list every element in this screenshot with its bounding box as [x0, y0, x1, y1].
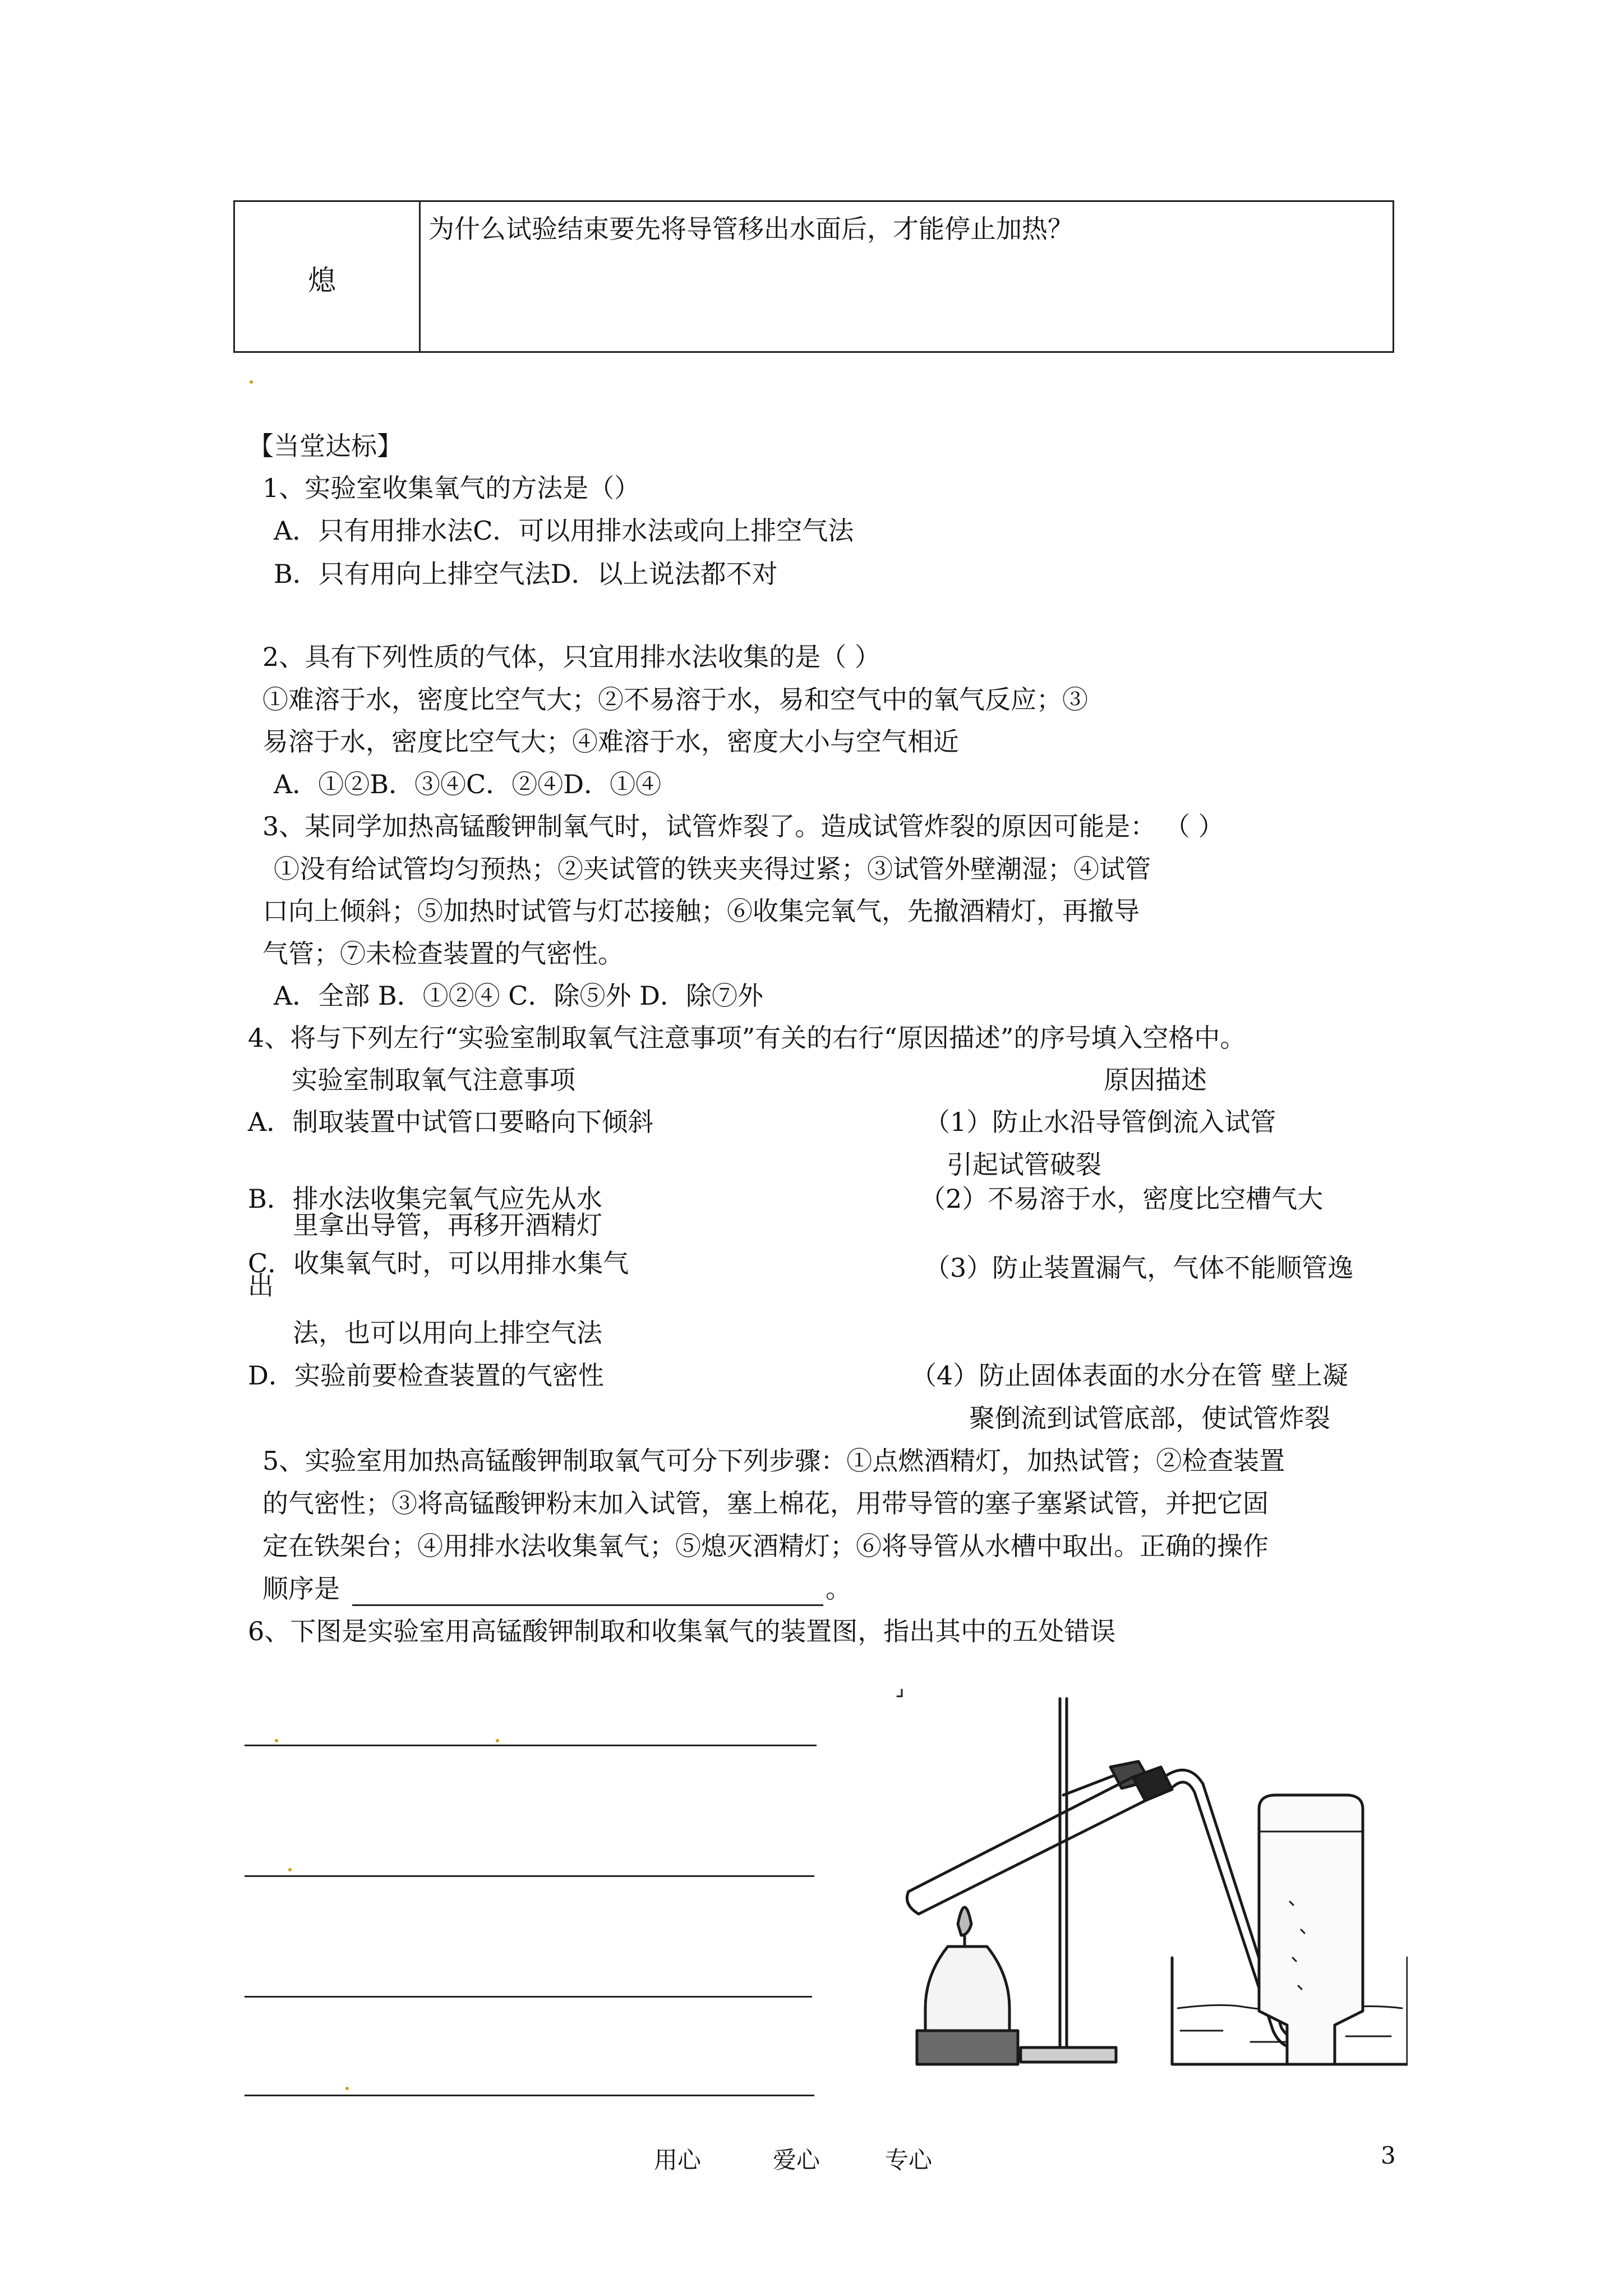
q1-options-line2: B．只有用向上排空气法D．以上说法都不对	[274, 559, 778, 589]
q5-line1: 5、实验室用加热高锰酸钾制取氧气可分下列步骤：①点燃酒精灯，加热试管；②检查装置	[262, 1446, 1285, 1476]
section-title: 【当堂达标】	[248, 431, 403, 461]
q4-item-b1: B．排水法收集完氧气应先从水	[248, 1184, 602, 1214]
q3-line2: 口向上倾斜；⑤加热时试管与灯芯接触；⑥收集完氧气，先撤酒精灯，再撤导	[262, 896, 1140, 926]
table-question: 为什么试验结束要先将导管移出水面后，才能停止加热？	[428, 214, 1073, 244]
stray-dot	[496, 1739, 499, 1742]
q4-left-header: 实验室制取氧气注意事项	[292, 1065, 575, 1095]
q4-reason-4b: 聚倒流到试管底部，使试管炸裂	[969, 1403, 1330, 1433]
footer-motto-1: 用心	[654, 2146, 702, 2174]
q3-options: A．全部 B．①②④ C．除⑤外 D．除⑦外	[274, 981, 763, 1011]
q4-reason-1b: 引起试管破裂	[947, 1149, 1101, 1180]
q2-line2: 易溶于水，密度比空气大；④难溶于水，密度大小与空气相近	[262, 726, 959, 757]
top-table	[233, 200, 1394, 353]
q4-item-c1: C．收集氧气时，可以用排水集气	[248, 1248, 629, 1278]
page-number: 3	[1381, 2142, 1396, 2169]
q4-item-a: A．制取装置中试管口要略向下倾斜	[248, 1107, 654, 1137]
q3-line1: ①没有给试管均匀预热；②夹试管的铁夹夹得过紧；③试管外壁潮湿；④试管	[274, 854, 1151, 884]
q4-reason-1a: （1）防止水沿导管倒流入试管	[924, 1107, 1276, 1137]
table-divider	[419, 202, 421, 351]
q4-reason-3: （3）防止装置漏气，气体不能顺管逸	[924, 1253, 1354, 1283]
stray-dot	[275, 1739, 278, 1742]
q4-reason-2: （2）不易溶于水，密度比空槽气大	[920, 1184, 1324, 1214]
q5-line4-prefix: 顺序是	[262, 1573, 340, 1604]
stray-dot	[288, 1868, 292, 1871]
q6-answer-line-3[interactable]	[245, 1996, 812, 1998]
q4-item-c2: 法，也可以用向上排空气法	[293, 1318, 602, 1348]
q5-line2: 的气密性；③将高锰酸钾粉末加入试管，塞上棉花，用带导管的塞子塞紧试管，并把它固	[262, 1488, 1269, 1519]
q2-stem: 2、具有下列性质的气体，只宜用排水法收集的是（ ）	[262, 642, 880, 672]
stray-dot	[345, 2087, 349, 2090]
table-label: 熄	[308, 264, 336, 297]
oxygen-apparatus-illustration	[886, 1683, 1408, 2076]
q6-answer-line-4[interactable]	[245, 2095, 814, 2096]
q2-options: A．①②B．③④C．②④D．①④	[274, 769, 662, 799]
q4-item-c-wrap: 出	[248, 1271, 274, 1301]
q6-answer-line-1[interactable]	[245, 1745, 817, 1746]
footer-motto-2: 爱心	[773, 2146, 820, 2174]
q3-stem: 3、某同学加热高锰酸钾制氧气时，试管炸裂了。造成试管炸裂的原因可能是： （ ）	[262, 811, 1224, 841]
q2-line1: ①难溶于水，密度比空气大；②不易溶于水，易和空气中的氧气反应；③	[262, 684, 1088, 715]
q4-right-header: 原因描述	[1104, 1065, 1207, 1095]
footer-motto-3: 专心	[885, 2146, 933, 2174]
q5-answer-blank[interactable]	[352, 1604, 823, 1606]
q5-line3: 定在铁架台；④用排水法收集氧气；⑤熄灭酒精灯；⑥将导管从水槽中取出。正确的操作	[262, 1531, 1269, 1561]
q1-stem: 1、实验室收集氧气的方法是（）	[262, 473, 640, 503]
q4-stem: 4、将与下列左行“实验室制取氧气注意事项”有关的右行“原因描述”的序号填入空格中。	[248, 1023, 1246, 1053]
q6-answer-line-2[interactable]	[245, 1875, 814, 1877]
q6-stem: 6、下图是实验室用高锰酸钾制取和收集氧气的装置图，指出其中的五处错误	[248, 1616, 1116, 1646]
q4-reason-4a: （4）防止固体表面的水分在管 壁上凝	[911, 1360, 1348, 1391]
q4-item-d: D．实验前要检查装置的气密性	[248, 1360, 604, 1391]
q4-item-b2: 里拿出导管，再移开酒精灯	[293, 1210, 602, 1240]
q1-options-line1: A．只有用排水法C．可以用排水法或向上排空气法	[274, 516, 854, 546]
stray-dot	[250, 380, 253, 384]
q3-line3: 气管；⑦未检查装置的气密性。	[262, 938, 624, 969]
q5-line4-suffix: 。	[826, 1573, 851, 1604]
